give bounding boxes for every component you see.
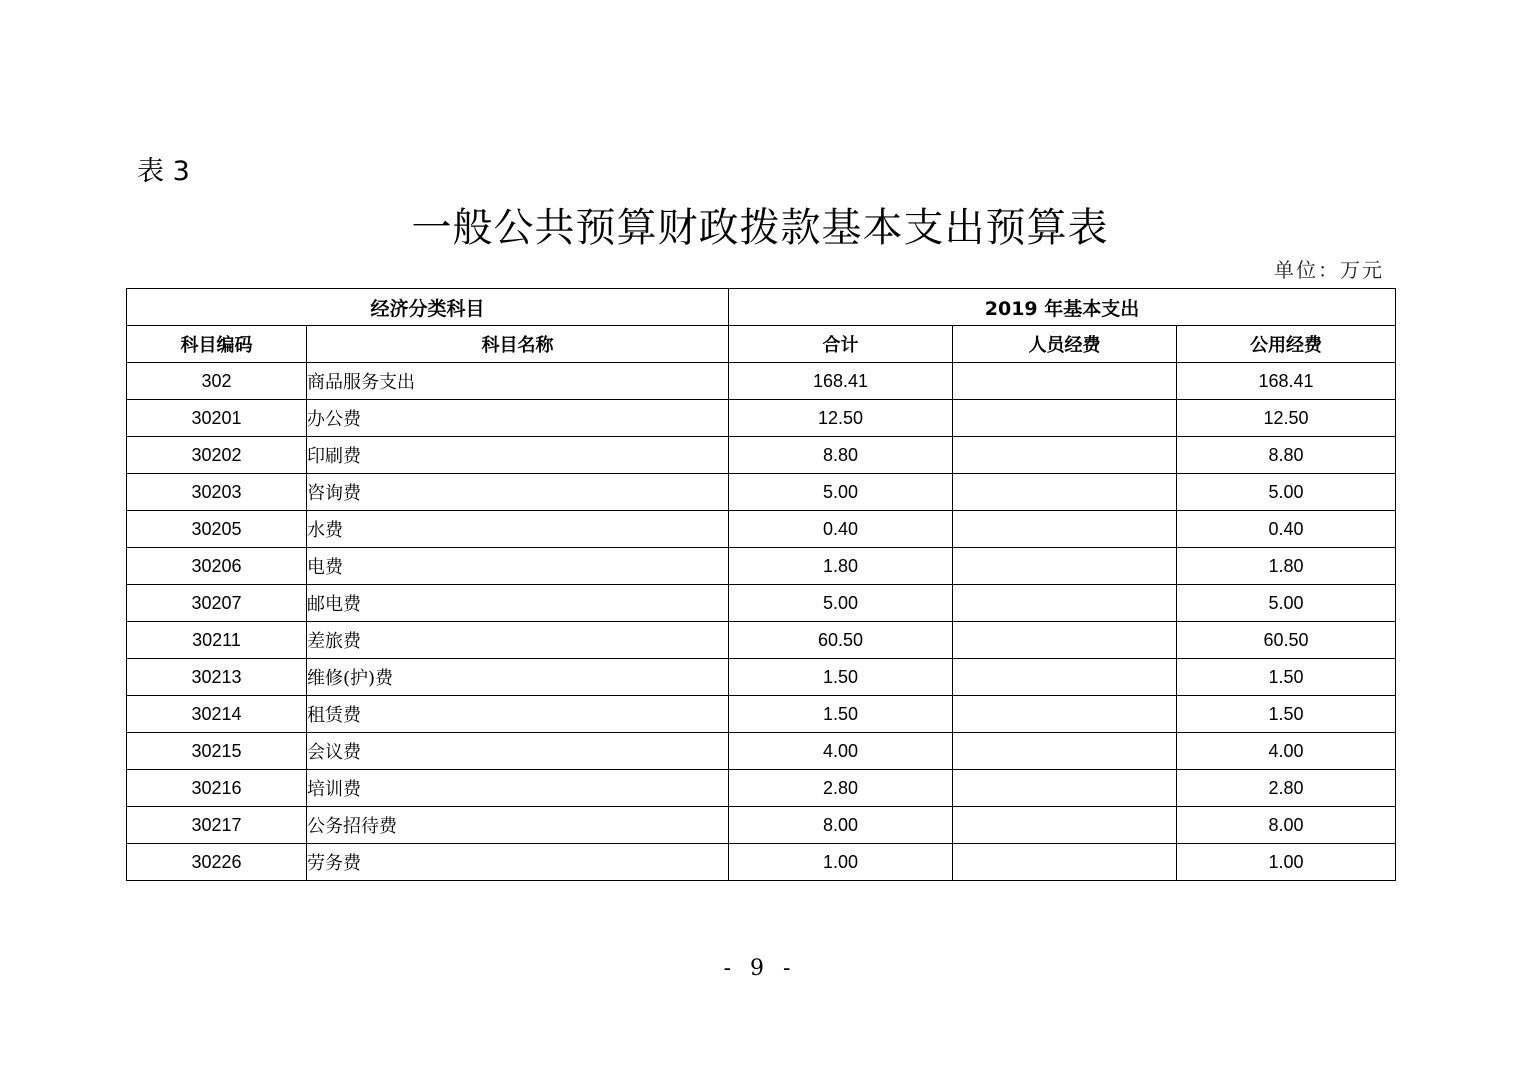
page-title: 一般公共预算财政拨款基本支出预算表 <box>411 205 1109 251</box>
cell-personnel <box>953 585 1177 622</box>
cell-personnel <box>953 844 1177 881</box>
cell-public: 4.00 <box>1177 733 1396 770</box>
table-row <box>127 363 1396 400</box>
cell-total: 4.00 <box>729 733 953 770</box>
cell-personnel <box>953 659 1177 696</box>
cell-public: 8.00 <box>1177 807 1396 844</box>
table-row <box>127 511 1396 548</box>
cell-code: 30207 <box>127 585 307 622</box>
cell-personnel <box>953 548 1177 585</box>
table-row <box>127 770 1396 807</box>
cell-code: 30216 <box>127 770 307 807</box>
cell-name: 电费 <box>307 548 729 585</box>
cell-name: 咨询费 <box>307 474 729 511</box>
table-row <box>127 585 1396 622</box>
cell-public: 5.00 <box>1177 474 1396 511</box>
cell-code: 30226 <box>127 844 307 881</box>
cell-public: 168.41 <box>1177 363 1396 400</box>
cell-total: 60.50 <box>729 622 953 659</box>
cell-personnel <box>953 807 1177 844</box>
table-row <box>127 733 1396 770</box>
cell-code: 30217 <box>127 807 307 844</box>
table-row <box>127 437 1396 474</box>
header-code: 科目编码 <box>127 326 307 363</box>
cell-code: 30203 <box>127 474 307 511</box>
cell-public: 1.80 <box>1177 548 1396 585</box>
header-personnel: 人员经费 <box>953 326 1177 363</box>
cell-name: 邮电费 <box>307 585 729 622</box>
table-body <box>127 363 1396 881</box>
cell-code: 30215 <box>127 733 307 770</box>
cell-total: 8.00 <box>729 807 953 844</box>
cell-name: 印刷费 <box>307 437 729 474</box>
table-row <box>127 548 1396 585</box>
table-row <box>127 400 1396 437</box>
cell-name: 差旅费 <box>307 622 729 659</box>
cell-name: 维修(护)费 <box>307 659 729 696</box>
cell-public: 60.50 <box>1177 622 1396 659</box>
cell-total: 5.00 <box>729 474 953 511</box>
header-name: 科目名称 <box>307 326 729 363</box>
cell-public: 2.80 <box>1177 770 1396 807</box>
cell-total: 1.50 <box>729 696 953 733</box>
cell-name: 会议费 <box>307 733 729 770</box>
cell-personnel <box>953 622 1177 659</box>
cell-name: 公务招待费 <box>307 807 729 844</box>
cell-total: 1.00 <box>729 844 953 881</box>
cell-personnel <box>953 696 1177 733</box>
cell-total: 1.80 <box>729 548 953 585</box>
cell-personnel <box>953 770 1177 807</box>
header-public: 公用经费 <box>1177 326 1396 363</box>
cell-name: 培训费 <box>307 770 729 807</box>
cell-name: 水费 <box>307 511 729 548</box>
header-column-row <box>127 326 1396 363</box>
unit-note: 单位：万元 <box>1274 258 1384 282</box>
table-row <box>127 807 1396 844</box>
cell-personnel <box>953 437 1177 474</box>
cell-code: 30206 <box>127 548 307 585</box>
page-number: - 9 - <box>723 956 797 981</box>
header-total: 合计 <box>729 326 953 363</box>
cell-code: 30205 <box>127 511 307 548</box>
cell-public: 1.50 <box>1177 659 1396 696</box>
cell-total: 0.40 <box>729 511 953 548</box>
cell-name: 办公费 <box>307 400 729 437</box>
cell-total: 12.50 <box>729 400 953 437</box>
cell-code: 302 <box>127 363 307 400</box>
cell-code: 30214 <box>127 696 307 733</box>
table-row <box>127 844 1396 881</box>
table-row <box>127 696 1396 733</box>
cell-personnel <box>953 474 1177 511</box>
cell-personnel <box>953 400 1177 437</box>
cell-public: 1.00 <box>1177 844 1396 881</box>
cell-name: 劳务费 <box>307 844 729 881</box>
budget-table <box>126 288 1396 881</box>
cell-public: 1.50 <box>1177 696 1396 733</box>
cell-public: 12.50 <box>1177 400 1396 437</box>
table-label: 表 3 <box>137 156 190 187</box>
table-row <box>127 622 1396 659</box>
header-group-row <box>127 289 1396 326</box>
cell-total: 1.50 <box>729 659 953 696</box>
cell-total: 168.41 <box>729 363 953 400</box>
cell-personnel <box>953 511 1177 548</box>
table-row <box>127 474 1396 511</box>
cell-code: 30211 <box>127 622 307 659</box>
cell-code: 30201 <box>127 400 307 437</box>
cell-personnel <box>953 363 1177 400</box>
cell-public: 5.00 <box>1177 585 1396 622</box>
cell-total: 5.00 <box>729 585 953 622</box>
cell-code: 30213 <box>127 659 307 696</box>
cell-total: 2.80 <box>729 770 953 807</box>
cell-code: 30202 <box>127 437 307 474</box>
header-basic-expenditure: 2019 年基本支出 <box>729 289 1396 326</box>
table-row <box>127 659 1396 696</box>
cell-personnel <box>953 733 1177 770</box>
header-economic-category: 经济分类科目 <box>127 289 729 326</box>
cell-name: 商品服务支出 <box>307 363 729 400</box>
cell-name: 租赁费 <box>307 696 729 733</box>
cell-public: 8.80 <box>1177 437 1396 474</box>
cell-public: 0.40 <box>1177 511 1396 548</box>
cell-total: 8.80 <box>729 437 953 474</box>
